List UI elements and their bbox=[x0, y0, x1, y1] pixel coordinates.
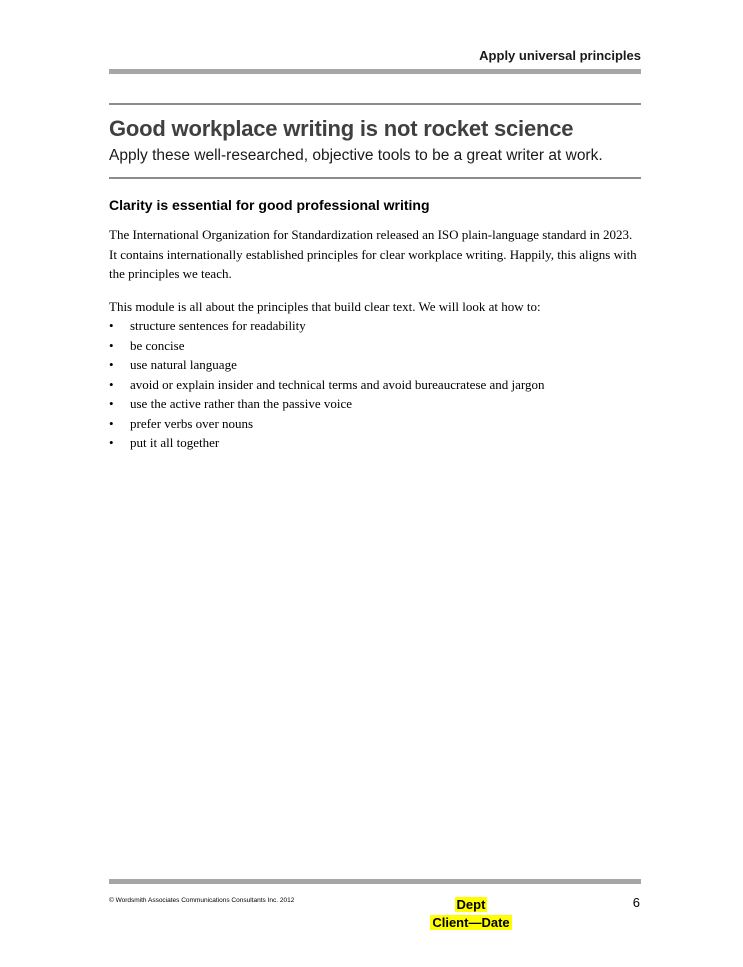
footer-dept: Dept bbox=[456, 897, 486, 912]
bullet-icon: • bbox=[109, 435, 114, 450]
header-rule bbox=[109, 69, 641, 74]
footer-dept-client bbox=[376, 896, 566, 932]
copyright-notice: © Wordsmith Associates Communications Consultants Inc. 2012 bbox=[109, 897, 295, 904]
title-rule-top bbox=[109, 103, 641, 105]
list-item-text: avoid or explain insider and technical terms and avoid bureaucratese and jargon bbox=[130, 376, 545, 392]
list-item-text: structure sentences for readability bbox=[130, 318, 306, 333]
bullet-icon: • bbox=[109, 357, 114, 372]
body-paragraph-2: This module is all about the principles that build clear text. We will look at how to: bbox=[109, 299, 541, 314]
footer-client-date: Client—Date bbox=[432, 915, 510, 930]
section-heading: Clarity is essential for good professional writing bbox=[109, 197, 430, 213]
list-item bbox=[109, 355, 641, 375]
principles-list bbox=[109, 316, 641, 453]
list-item-text: be concise bbox=[130, 337, 185, 353]
list-item-text: put it all together bbox=[130, 435, 220, 450]
title-rule-bottom bbox=[109, 177, 641, 179]
list-item bbox=[109, 394, 641, 414]
footer-rule bbox=[109, 879, 641, 884]
list-item bbox=[109, 375, 641, 395]
page-subtitle: Apply these well-researched, objective tools to be a great writer at work. bbox=[109, 147, 603, 164]
bullet-icon: • bbox=[109, 415, 114, 431]
page-number: 6 bbox=[632, 895, 640, 910]
bullet-icon: • bbox=[109, 337, 114, 353]
bullet-icon: • bbox=[109, 318, 114, 333]
list-item-text: prefer verbs over nouns bbox=[130, 415, 254, 431]
bullet-icon: • bbox=[109, 376, 114, 392]
page-title: Good workplace writing is not rocket science bbox=[109, 116, 574, 141]
body-paragraph-1: The International Organization for Standardization released an ISO plain-language standard in 2023. It contains internationally established principles for clear workplace writing. Happily, this aligns with the principles we teach. bbox=[109, 227, 637, 281]
list-item-text: use natural language bbox=[130, 357, 237, 372]
list-item bbox=[109, 316, 641, 336]
list-item bbox=[109, 433, 641, 453]
list-item bbox=[109, 336, 641, 356]
list-item bbox=[109, 414, 641, 434]
list-item-text: use the active rather than the passive voice bbox=[130, 396, 352, 411]
running-header-title: Apply universal principles bbox=[479, 48, 641, 63]
bullet-icon: • bbox=[109, 396, 114, 411]
